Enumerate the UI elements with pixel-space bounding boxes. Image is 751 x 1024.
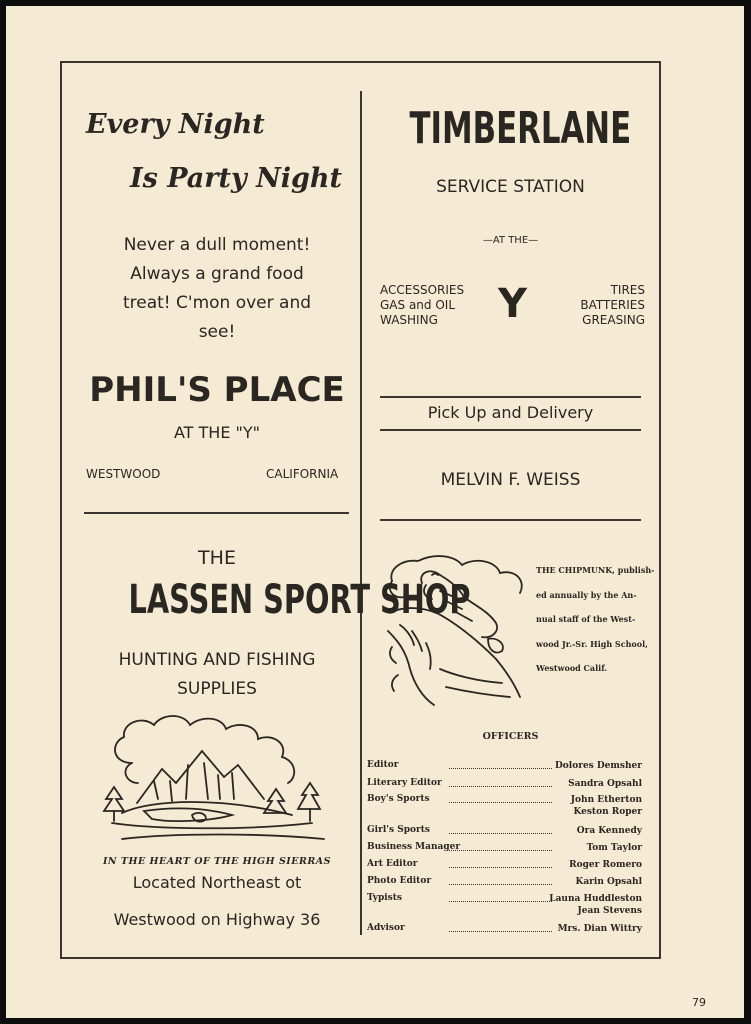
chipmunk-text-line: ed annually by the An-: [536, 589, 637, 600]
timberlane-pickup: Pick Up and Delivery: [427, 403, 594, 422]
timberlane-sub: SERVICE STATION: [436, 177, 585, 197]
column-divider: [360, 91, 362, 935]
phils-headline-1: Every Night: [86, 109, 265, 140]
phils-body: [82, 231, 352, 347]
timberlane-name: TIMBERLANE: [409, 103, 632, 154]
chipmunk-text-line: wood Jr.-Sr. High School,: [536, 638, 648, 649]
timberlane-left-list: [380, 283, 464, 328]
service-item: GAS and OIL: [380, 298, 455, 312]
lassen-the: THE: [198, 547, 236, 569]
officer-row: [367, 859, 642, 873]
lassen-loc2: Westwood on Highway 36: [113, 910, 321, 929]
lassen-supplies: [72, 646, 362, 704]
officer-role: Girl's Sports: [367, 825, 430, 835]
phils-body-line: Always a grand food: [130, 264, 304, 284]
chipmunk-illustration: [384, 551, 529, 711]
officer-role: Business Manager: [367, 842, 461, 852]
leader-dots: [449, 850, 552, 851]
lassen-caption: IN THE HEART OF THE HIGH SIERRAS: [102, 856, 332, 867]
phils-bottom-rule: [84, 512, 349, 514]
officer-row: [367, 893, 642, 919]
officer-names: Sandra Opsahl: [568, 779, 642, 789]
timberlane-at: —AT THE—: [482, 235, 539, 246]
leader-dots: [449, 833, 552, 834]
mountain-illustration: [92, 703, 332, 863]
leader-dots: [449, 802, 552, 803]
phils-body-line: see!: [198, 322, 236, 342]
officer-names: Tom Taylor: [586, 843, 642, 853]
chipmunk-text: [536, 558, 654, 681]
officer-names: John Etherton Keston Roper: [570, 795, 642, 817]
page-number: 79: [692, 996, 706, 1009]
officer-row: [367, 760, 642, 774]
officer-names: Roger Romero: [569, 860, 642, 870]
officer-names: Karin Opsahl: [575, 877, 642, 887]
leader-dots: [449, 867, 552, 868]
timberlane-rule-1: [380, 396, 641, 398]
lassen-loc1: Located Northeast ot: [132, 873, 302, 892]
officer-role: Art Editor: [367, 859, 418, 869]
yearbook-page: [6, 6, 744, 1018]
ad-frame: [60, 61, 661, 959]
timberlane-right-list: [580, 283, 645, 328]
service-item: ACCESSORIES: [380, 283, 465, 297]
leader-dots: [449, 768, 552, 769]
officer-row: [367, 876, 642, 890]
phils-body-line: Never a dull moment!: [123, 235, 311, 255]
service-item: TIRES: [610, 283, 645, 297]
officer-names: Mrs. Dian Wittry: [557, 924, 642, 934]
officer-role: Photo Editor: [367, 876, 432, 886]
lassen-line1: HUNTING AND FISHING: [118, 650, 316, 670]
chipmunk-text-line: Westwood Calif.: [536, 663, 608, 673]
officers-title: OFFICERS: [482, 731, 539, 742]
officer-role: Advisor: [367, 923, 405, 933]
officer-row: [367, 842, 642, 856]
phils-name: PHIL'S PLACE: [89, 370, 345, 410]
officer-names: Dolores Demsher: [554, 761, 642, 771]
chipmunk-text-line: THE CHIPMUNK, publish-: [536, 565, 655, 575]
chipmunk-text-line: nual staff of the West-: [536, 614, 636, 624]
phils-state: CALIFORNIA: [266, 467, 339, 481]
lassen-name: LASSEN SPORT SHOP: [128, 577, 471, 623]
officer-row: [367, 825, 642, 839]
officer-role: Typists: [367, 893, 402, 903]
phils-body-line: treat! C'mon over and: [122, 293, 312, 313]
lassen-name-wrap: [62, 577, 471, 623]
timberlane-rule-3: [380, 519, 641, 521]
timberlane-y: Y: [498, 281, 527, 327]
officer-role: Boy's Sports: [367, 794, 430, 804]
leader-dots: [449, 931, 552, 932]
officer-row: [367, 794, 642, 820]
phils-city: WESTWOOD: [86, 467, 161, 481]
phils-location: AT THE "Y": [173, 423, 261, 442]
officer-role: Literary Editor: [367, 778, 442, 788]
service-item: GREASING: [582, 313, 645, 327]
lassen-line2: SUPPLIES: [177, 679, 257, 699]
officer-role: Editor: [367, 760, 399, 770]
service-item: WASHING: [380, 313, 438, 327]
officer-names: Launa Huddleston Jean Stevens: [549, 894, 642, 916]
timberlane-rule-2: [380, 429, 641, 431]
officer-row: [367, 923, 642, 937]
officer-row: [367, 778, 642, 792]
leader-dots: [449, 901, 552, 902]
timberlane-name-wrap: [362, 103, 659, 154]
leader-dots: [449, 884, 552, 885]
leader-dots: [449, 786, 552, 787]
timberlane-owner: MELVIN F. WEISS: [440, 470, 581, 490]
phils-headline-2: Is Party Night: [130, 163, 343, 194]
officer-names: Ora Kennedy: [576, 826, 642, 836]
service-item: BATTERIES: [580, 298, 645, 312]
